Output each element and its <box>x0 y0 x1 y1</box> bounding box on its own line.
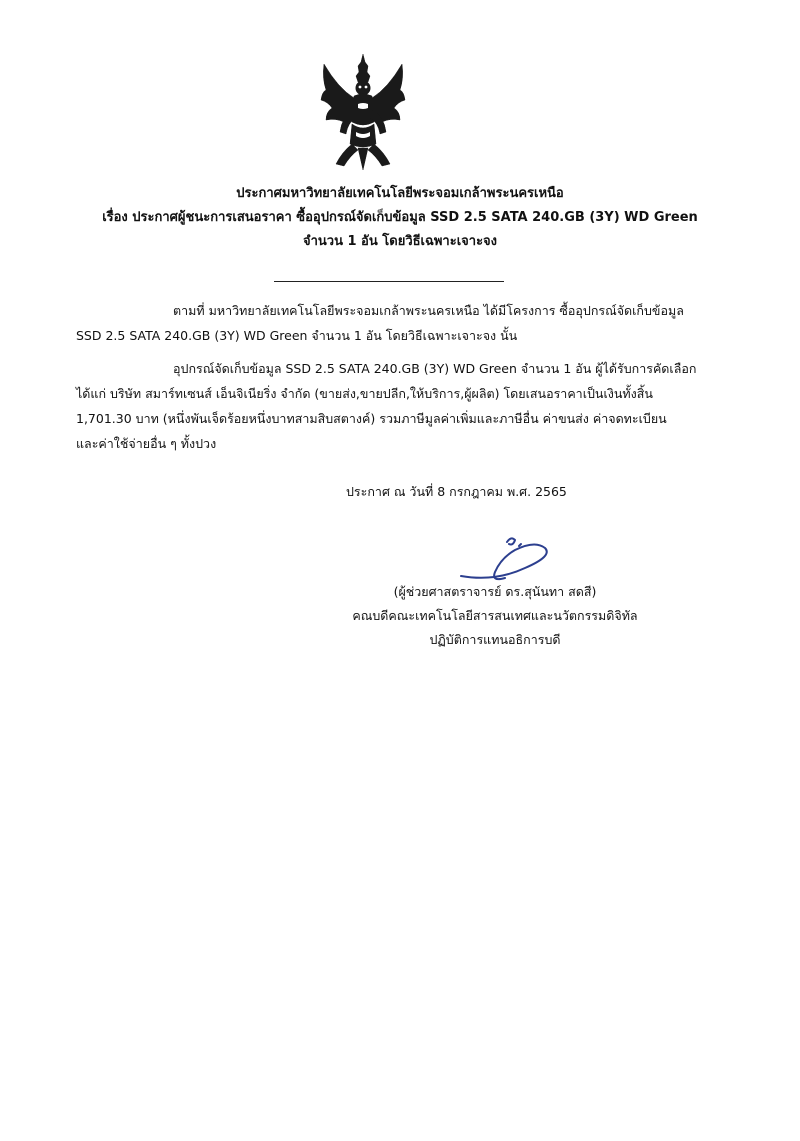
paragraph2-line1: อุปกรณ์จัดเก็บข้อมูล SSD 2.5 SATA 240.GB (3Y) WD Green จำนวน 1 อัน ผู้ได้รับการคัดเลือก <box>173 361 697 376</box>
garuda-emblem-icon <box>318 52 408 172</box>
signatory-position: คณบดีคณะเทคโนโลยีสารสนเทศและนวัตกรรมดิจิทัล <box>352 608 638 623</box>
signatory-name: (ผู้ช่วยศาสตราจารย์ ดร.สุนันทา สดสี) <box>393 584 597 599</box>
paragraph2-line4: และค่าใช้จ่ายอื่น ๆ ทั้งปวง <box>76 436 217 451</box>
paragraph2-line2: ได้แก่ บริษัท สมาร์ทเซนส์ เอ็นจิเนียริ่ง จำกัด (ขายส่ง,ขายปลีก,ให้บริการ,ผู้ผลิต) โดยเสนอราคาเป็นเงินทั้งสิ้น <box>76 386 653 401</box>
heading-divider <box>274 281 504 282</box>
announcement-subject: เรื่อง ประกาศผู้ชนะการเสนอราคา ซื้ออุปกรณ์จัดเก็บข้อมูล SSD 2.5 SATA 240.GB (3Y) WD Green <box>102 210 698 225</box>
paragraph1-line1: ตามที่ มหาวิทยาลัยเทคโนโลยีพระจอมเกล้าพระนครเหนือ ได้มีโครงการ ซื้ออุปกรณ์จัดเก็บข้อมูล <box>173 303 684 318</box>
announcement-title: ประกาศมหาวิทยาลัยเทคโนโลยีพระจอมเกล้าพระนครเหนือ <box>236 186 564 201</box>
paragraph1-line2: SSD 2.5 SATA 240.GB (3Y) WD Green จำนวน 1 อัน โดยวิธีเฉพาะเจาะจง นั้น <box>76 328 518 343</box>
announcement-date: ประกาศ ณ วันที่ 8 กรกฎาคม พ.ศ. 2565 <box>346 484 567 499</box>
paragraph2-line3: 1,701.30 บาท (หนึ่งพันเจ็ดร้อยหนึ่งบาทสามสิบสตางค์) รวมภาษีมูลค่าเพิ่มและภาษีอื่น ค่าขนส่ง ค่าจดทะเบียน <box>76 411 667 426</box>
signatory-acting-as: ปฏิบัติการแทนอธิการบดี <box>429 632 561 647</box>
handwritten-signature-icon <box>455 532 565 588</box>
announcement-subject-line2: จำนวน 1 อัน โดยวิธีเฉพาะเจาะจง <box>302 234 498 249</box>
